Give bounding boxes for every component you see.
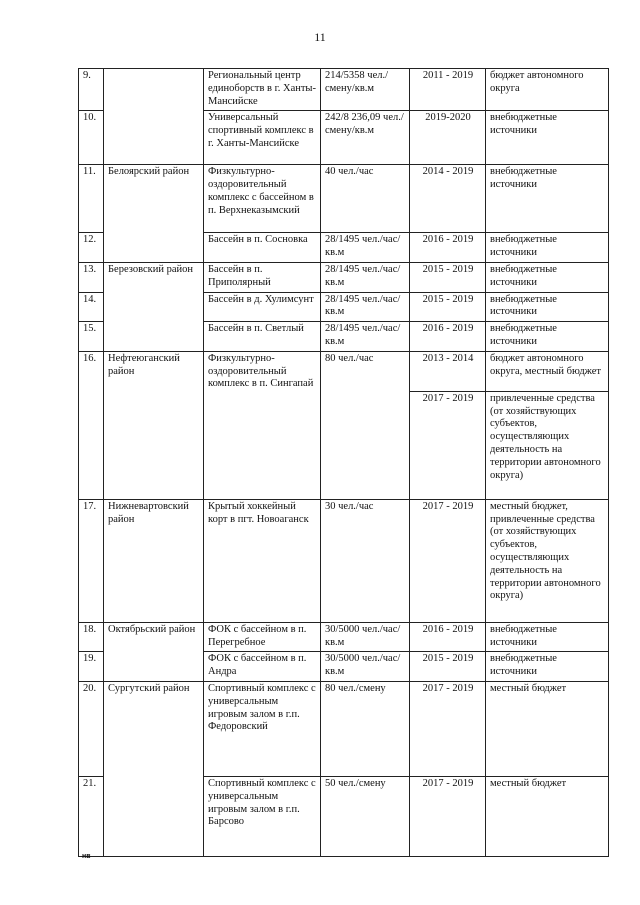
capacity-cell: 28/1495 чел./час/кв.м bbox=[321, 262, 410, 292]
funding-source-cell: внебюджетные источники bbox=[486, 622, 609, 652]
district-cell: Нижневартовский район bbox=[104, 499, 204, 622]
funding-source-cell: внебюджетные источники bbox=[486, 262, 609, 292]
funding-source-cell: внебюджетные источники bbox=[486, 165, 609, 233]
period-cell: 2017 - 2019 bbox=[410, 681, 486, 776]
table-row bbox=[79, 262, 609, 292]
period-cell: 2017 - 2019 bbox=[410, 391, 486, 499]
period-cell: 2015 - 2019 bbox=[410, 292, 486, 322]
object-cell: Бассейн в п. Сосновка bbox=[204, 233, 321, 263]
object-cell: Универсальный спортивный комплекс в г. Ханты-Мансийске bbox=[204, 111, 321, 165]
period-cell: 2015 - 2019 bbox=[410, 262, 486, 292]
period-cell: 2017 - 2019 bbox=[410, 499, 486, 622]
period-cell: 2013 - 2014 bbox=[410, 351, 486, 391]
period-cell: 2015 - 2019 bbox=[410, 652, 486, 682]
capacity-cell: 214/5358 чел./смену/кв.м bbox=[321, 69, 410, 111]
object-cell: Крытый хоккейный корт в пгт. Новоаганск bbox=[204, 499, 321, 622]
funding-source-cell: внебюджетные источники bbox=[486, 652, 609, 682]
capacity-cell: 28/1495 чел./час/кв.м bbox=[321, 322, 410, 352]
funding-source-cell: внебюджетные источники bbox=[486, 111, 609, 165]
table-row bbox=[79, 165, 609, 233]
row-number: 16. bbox=[79, 351, 104, 499]
row-number: 11. bbox=[79, 165, 104, 233]
object-cell: ФОК с бассейном в п. Андра bbox=[204, 652, 321, 682]
capacity-cell: 40 чел./час bbox=[321, 165, 410, 233]
row-number: 18. bbox=[79, 622, 104, 652]
row-number: 14. bbox=[79, 292, 104, 322]
table-row bbox=[79, 622, 609, 652]
row-number: 15. bbox=[79, 322, 104, 352]
period-cell: 2016 - 2019 bbox=[410, 622, 486, 652]
district-cell bbox=[104, 69, 204, 165]
object-cell: Спортивный комплекс с универсальным игровым залом в г.п. Федоровский bbox=[204, 681, 321, 776]
facilities-table bbox=[78, 68, 609, 857]
district-cell: Сургутский район bbox=[104, 681, 204, 856]
district-cell: Нефтеюганский район bbox=[104, 351, 204, 499]
row-number: 19. bbox=[79, 652, 104, 682]
table-row bbox=[79, 351, 609, 391]
period-cell: 2014 - 2019 bbox=[410, 165, 486, 233]
period-cell: 2019-2020 bbox=[410, 111, 486, 165]
period-cell: 2016 - 2019 bbox=[410, 233, 486, 263]
row-number: 21. bbox=[79, 776, 104, 856]
object-cell: Физкультурно-оздоровительный комплекс с бассейном в п. Верхнеказымский bbox=[204, 165, 321, 233]
object-cell: Физкультурно-оздоровительный комплекс в п. Сингапай bbox=[204, 351, 321, 499]
row-number: 17. bbox=[79, 499, 104, 622]
funding-source-cell: внебюджетные источники bbox=[486, 233, 609, 263]
object-cell: Бассейн в п. Приполярный bbox=[204, 262, 321, 292]
funding-source-cell: внебюджетные источники bbox=[486, 322, 609, 352]
object-cell: ФОК с бассейном в п. Перегребное bbox=[204, 622, 321, 652]
table-row bbox=[79, 69, 609, 111]
district-cell: Октябрьский район bbox=[104, 622, 204, 681]
funding-source-cell: местный бюджет, привлеченные средства (от хозяйствующих субъектов, осуществляющих деятельность на территории автономного округа) bbox=[486, 499, 609, 622]
funding-source-cell: местный бюджет bbox=[486, 681, 609, 776]
row-number: 12. bbox=[79, 233, 104, 263]
capacity-cell: 242/8 236,09 чел./смену/кв.м bbox=[321, 111, 410, 165]
period-cell: 2011 - 2019 bbox=[410, 69, 486, 111]
funding-source-cell: внебюджетные источники bbox=[486, 292, 609, 322]
object-cell: Спортивный комплекс с универсальным игровым залом в г.п. Барсово bbox=[204, 776, 321, 856]
capacity-cell: 28/1495 чел./час/кв.м bbox=[321, 292, 410, 322]
period-cell: 2016 - 2019 bbox=[410, 322, 486, 352]
funding-source-cell: привлеченные средства (от хозяйствующих субъектов, осуществляющих деятельность на территории автономного округа) bbox=[486, 391, 609, 499]
object-cell: Региональный центр единоборств в г. Ханты-Мансийске bbox=[204, 69, 321, 111]
capacity-cell: 30/5000 чел./час/кв.м bbox=[321, 652, 410, 682]
district-cell: Белоярский район bbox=[104, 165, 204, 263]
table-row bbox=[79, 681, 609, 776]
footer-mark: нв bbox=[82, 853, 91, 860]
period-cell: 2017 - 2019 bbox=[410, 776, 486, 856]
capacity-cell: 80 чел./час bbox=[321, 351, 410, 499]
capacity-cell: 50 чел./смену bbox=[321, 776, 410, 856]
object-cell: Бассейн в д. Хулимсунт bbox=[204, 292, 321, 322]
page-number: 11 bbox=[314, 30, 326, 44]
row-number: 20. bbox=[79, 681, 104, 776]
capacity-cell: 30/5000 чел./час/кв.м bbox=[321, 622, 410, 652]
object-cell: Бассейн в п. Светлый bbox=[204, 322, 321, 352]
capacity-cell: 30 чел./час bbox=[321, 499, 410, 622]
capacity-cell: 28/1495 чел./час/кв.м bbox=[321, 233, 410, 263]
row-number: 9. bbox=[79, 69, 104, 111]
funding-source-cell: местный бюджет bbox=[486, 776, 609, 856]
capacity-cell: 80 чел./смену bbox=[321, 681, 410, 776]
table-row bbox=[79, 499, 609, 622]
funding-source-cell: бюджет автономного округа bbox=[486, 69, 609, 111]
funding-source-cell: бюджет автономного округа, местный бюджет bbox=[486, 351, 609, 391]
row-number: 13. bbox=[79, 262, 104, 292]
row-number: 10. bbox=[79, 111, 104, 165]
district-cell: Березовский район bbox=[104, 262, 204, 351]
